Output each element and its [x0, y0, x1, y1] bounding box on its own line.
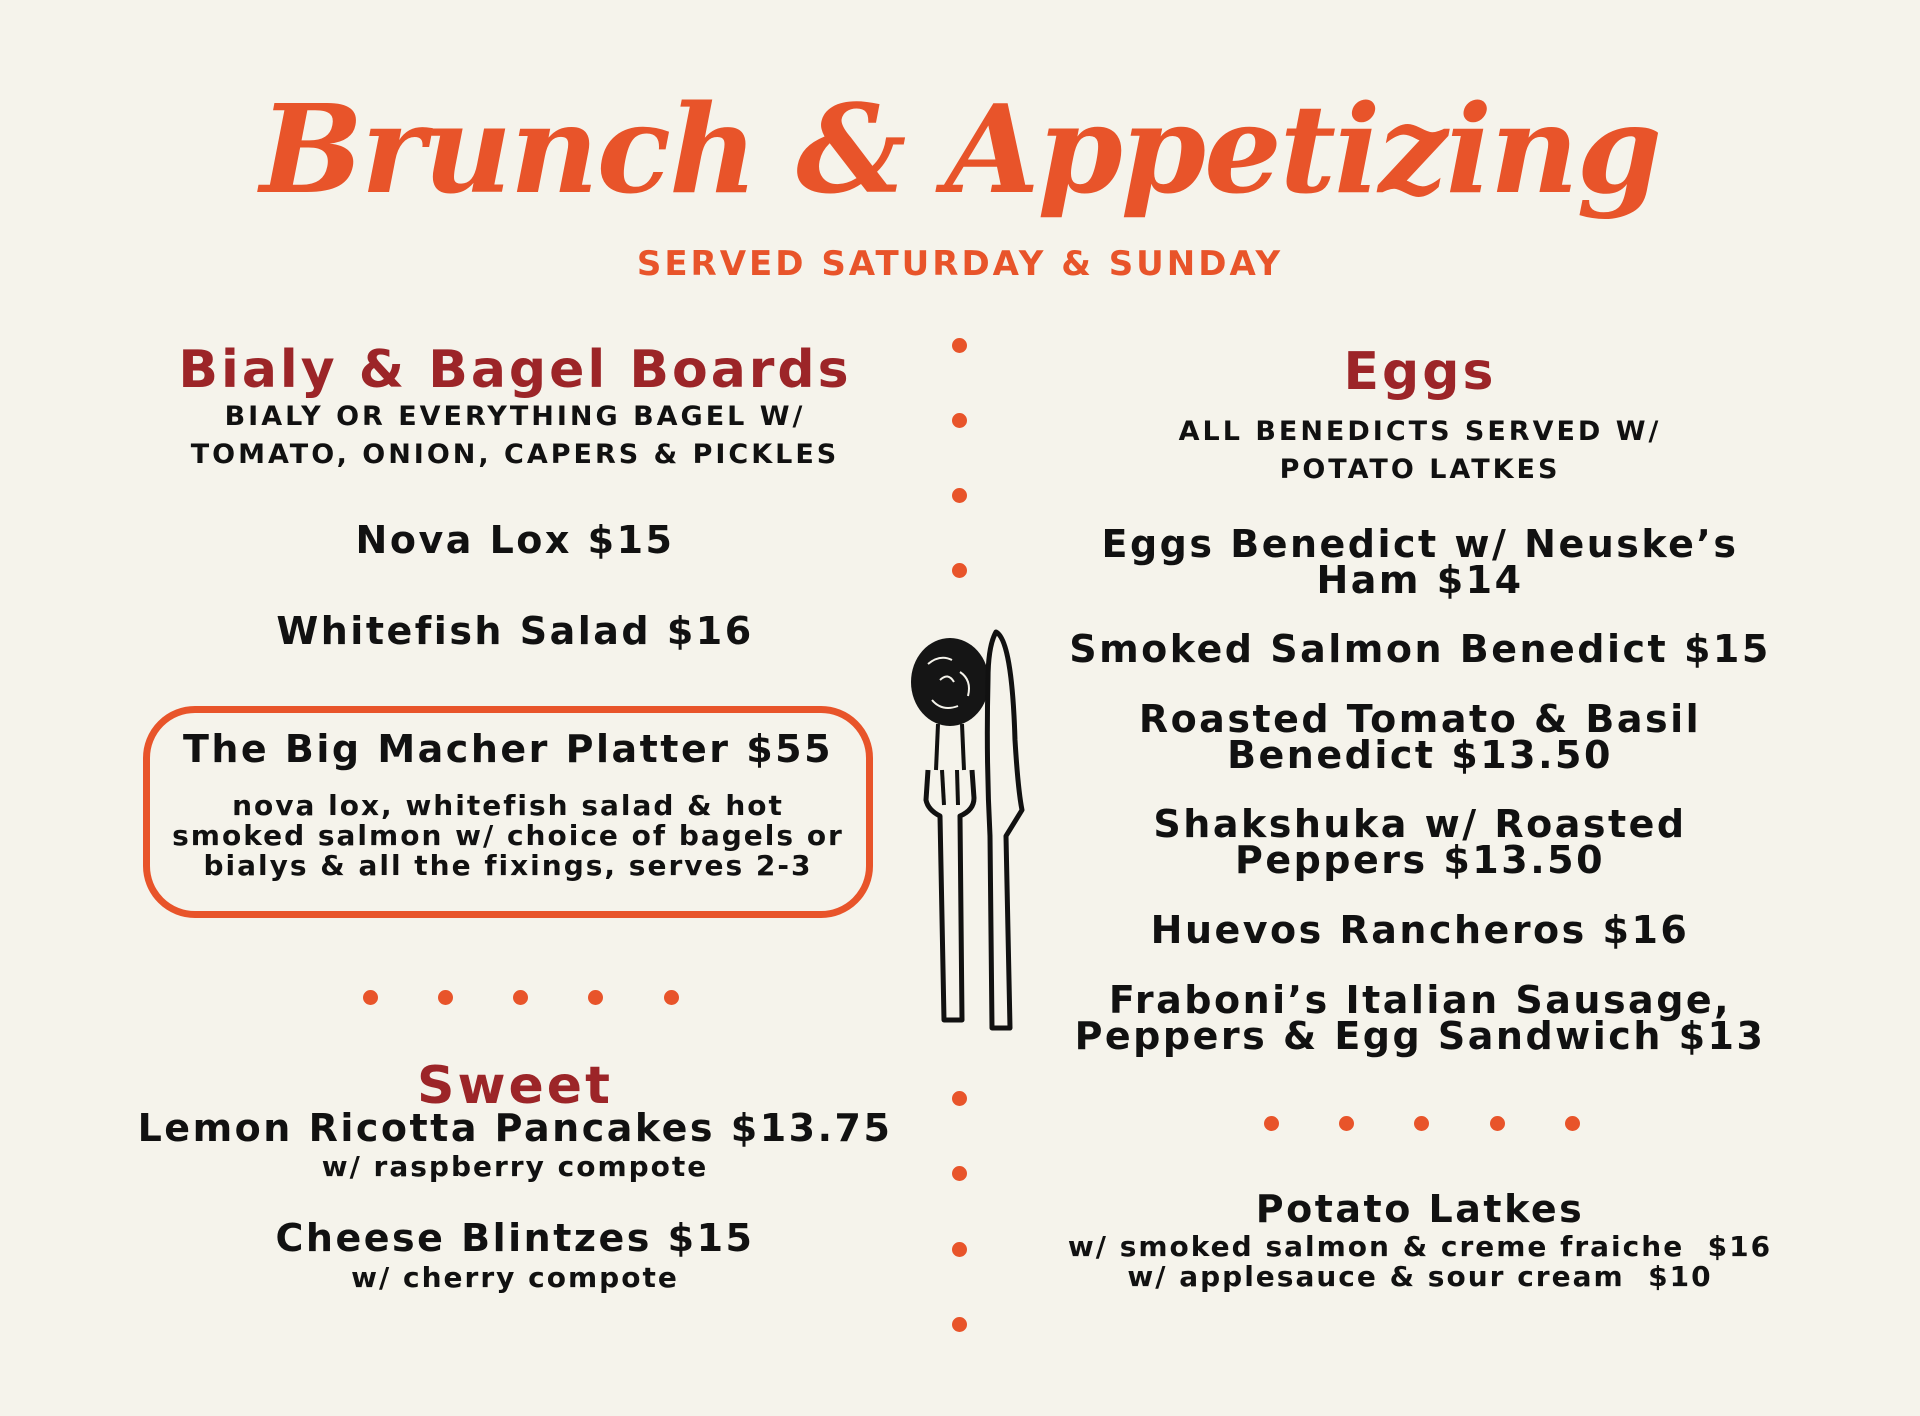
platter-box	[143, 706, 873, 918]
dot	[438, 990, 453, 1005]
menu-item-huevos-rancheros	[1060, 908, 1780, 952]
knife-icon	[987, 632, 1022, 1028]
latkes-option-applesauce: w/ applesauce & sour cream $10	[1127, 1260, 1713, 1293]
dot	[513, 990, 528, 1005]
menu-item-whitefish-salad: Whitefish Salad $16	[276, 609, 754, 653]
platter-desc-line: smoked salmon w/ choice of bagels or	[172, 819, 844, 852]
item-line: Ham $14	[1316, 558, 1524, 602]
menu-item-potato-latkes: Potato Latkes	[1255, 1187, 1585, 1231]
eggs-subheading-line: POTATO LATKES	[1279, 454, 1561, 485]
eggs-subheading	[1060, 413, 1780, 489]
menu-item-sausage-sandwich	[1060, 978, 1780, 1058]
item-line: Eggs Benedict w/ Neuske’s	[1101, 522, 1739, 566]
dot	[952, 563, 967, 578]
dot	[952, 1242, 967, 1257]
dot	[952, 338, 967, 353]
fork-and-knife-illustration	[880, 620, 1040, 1040]
dot	[952, 413, 967, 428]
menu-item-blintzes: Cheese Blintzes $15	[275, 1216, 755, 1260]
boards-heading: Bialy & Bagel Boards	[178, 340, 852, 400]
platter-title: The Big Macher Platter $55	[182, 727, 834, 771]
menu-item-eggs-benedict	[1060, 522, 1780, 602]
boards-subheading-line: BIALY OR EVERYTHING BAGEL W/	[224, 401, 806, 432]
dot	[1264, 1116, 1279, 1131]
item-line: Peppers $13.50	[1234, 838, 1606, 882]
item-line: Huevos Rancheros $16	[1150, 908, 1690, 952]
dot	[1490, 1116, 1505, 1131]
dot	[952, 488, 967, 503]
item-line: Fraboni’s Italian Sausage,	[1108, 978, 1732, 1022]
item-line: Smoked Salmon Benedict $15	[1069, 627, 1771, 671]
boards-subheading-line: TOMATO, ONION, CAPERS & PICKLES	[190, 439, 840, 470]
latkes-option-salmon: w/ smoked salmon & creme fraiche $16	[1067, 1230, 1773, 1263]
menu-item-tomato-basil-benedict	[1060, 697, 1780, 777]
menu-item-pancakes-desc: w/ raspberry compote	[321, 1150, 709, 1183]
platter-description	[150, 791, 866, 881]
item-line: Peppers & Egg Sandwich $13	[1074, 1014, 1766, 1058]
platter-desc-line: bialys & all the fixings, serves 2-3	[203, 849, 813, 882]
dot	[1339, 1116, 1354, 1131]
dot	[664, 990, 679, 1005]
menu-item-shakshuka	[1060, 802, 1780, 882]
menu-item-smoked-salmon-benedict	[1060, 627, 1780, 671]
eggs-subheading-line: ALL BENEDICTS SERVED W/	[1178, 416, 1662, 447]
menu-title: Brunch & Appetizing	[259, 77, 1661, 221]
item-line: Benedict $13.50	[1227, 733, 1613, 777]
sweet-heading: Sweet	[417, 1056, 613, 1116]
dot	[363, 990, 378, 1005]
item-line: Roasted Tomato & Basil	[1138, 697, 1702, 741]
dot	[952, 1091, 967, 1106]
menu-subtitle: SERVED SATURDAY & SUNDAY	[636, 244, 1284, 284]
fork-with-meatball-icon	[911, 638, 989, 1020]
menu-item-blintzes-desc: w/ cherry compote	[351, 1261, 679, 1294]
dot	[952, 1317, 967, 1332]
eggs-heading: Eggs	[1343, 342, 1497, 402]
platter-desc-line: nova lox, whitefish salad & hot	[232, 789, 784, 822]
dot	[1414, 1116, 1429, 1131]
dot	[1565, 1116, 1580, 1131]
menu-item-nova-lox: Nova Lox $15	[355, 518, 675, 562]
menu-item-pancakes: Lemon Ricotta Pancakes $13.75	[137, 1106, 893, 1150]
dot	[952, 1166, 967, 1181]
boards-subheading	[160, 398, 870, 474]
dot	[588, 990, 603, 1005]
item-line: Shakshuka w/ Roasted	[1153, 802, 1687, 846]
